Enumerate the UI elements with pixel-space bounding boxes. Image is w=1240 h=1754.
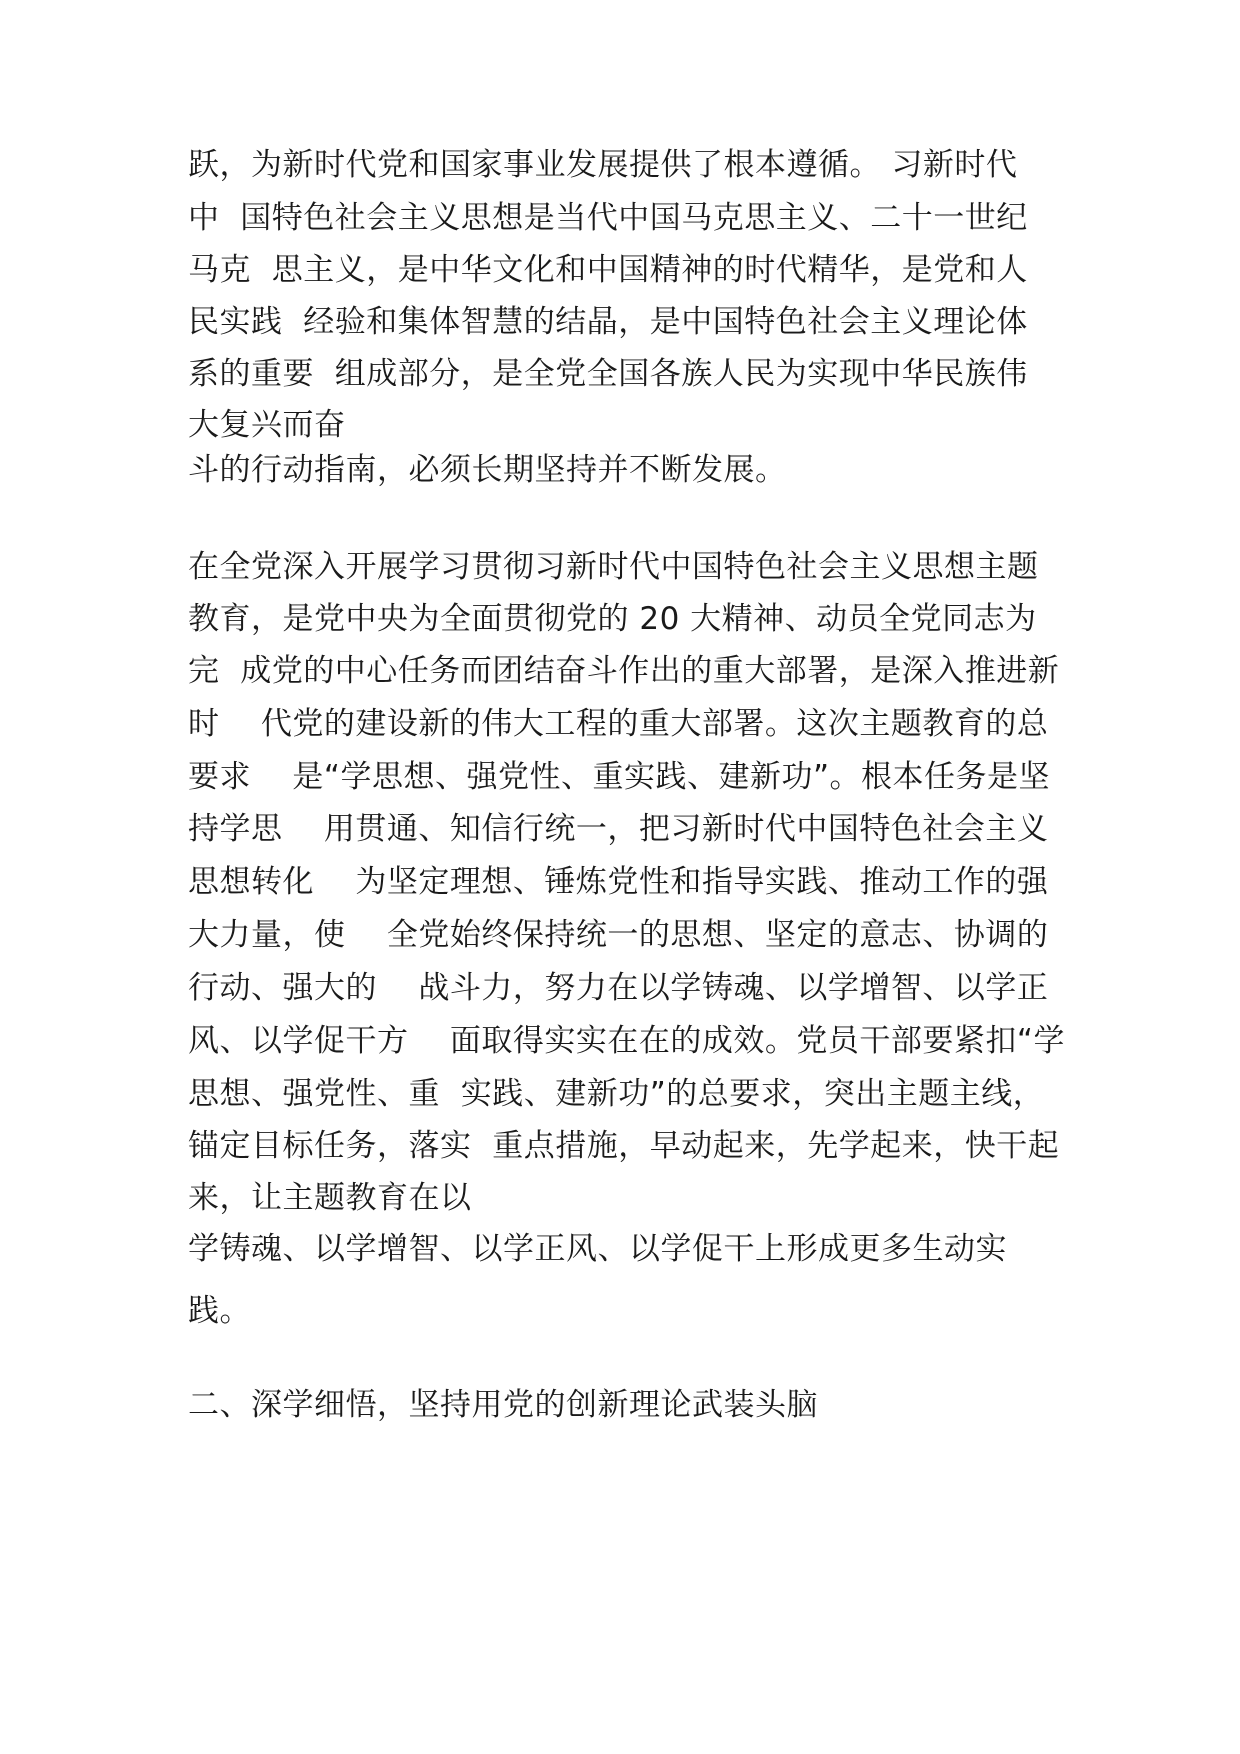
text-line: 中 国特色社会主义思想是当代中国马克思主义、二十一世纪 bbox=[188, 200, 1028, 236]
text-line: 锚定目标任务，落实 重点措施，早动起来，先学起来，快干起 bbox=[188, 1128, 1060, 1164]
text-line: 完 成党的中心任务而团结奋斗作出的重大部署，是深入推进新 bbox=[188, 653, 1060, 689]
text-line: 大复兴而奋 bbox=[188, 407, 346, 443]
text-line: 民实践 经验和集体智慧的结晶，是中国特色社会主义理论体 bbox=[188, 304, 1028, 340]
text-line: 大力量，使 全党始终保持统一的思想、坚定的意志、协调的 bbox=[188, 917, 1049, 953]
text-line: 要求 是“学思想、强党性、重实践、建新功”。根本任务是坚 bbox=[188, 759, 1051, 795]
text-line: 践。 bbox=[188, 1293, 251, 1329]
text-line: 来，让主题教育在以 bbox=[188, 1180, 472, 1216]
text-line: 斗的行动指南，必须长期坚持并不断发展。 bbox=[188, 452, 787, 488]
text-line: 风、以学促干方 面取得实实在在的成效。党员干部要紧扣“学 bbox=[188, 1023, 1065, 1059]
text-line: 在全党深入开展学习贯彻习新时代中国特色社会主义思想主题 bbox=[188, 549, 1039, 585]
text-line: 思想转化 为坚定理想、锤炼党性和指导实践、推动工作的强 bbox=[188, 864, 1049, 900]
text-line: 跃，为新时代党和国家事业发展提供了根本遵循。 习新时代 bbox=[188, 147, 1018, 183]
section-heading: 二、深学细悟，坚持用党的创新理论武装头脑 bbox=[188, 1387, 818, 1423]
text-line: 行动、强大的 战斗力，努力在以学铸魂、以学增智、以学正 bbox=[188, 970, 1049, 1006]
text-line: 思想、强党性、重 实践、建新功”的总要求，突出主题主线， bbox=[188, 1076, 1045, 1112]
text-line: 马克 思主义，是中华文化和中国精神的时代精华，是党和人 bbox=[188, 252, 1028, 288]
text-line: 时 代党的建设新的伟大工程的重大部署。这次主题教育的总 bbox=[188, 706, 1049, 742]
text-line: 教育，是党中央为全面贯彻党的 20 大精神、动员全党同志为 bbox=[188, 601, 1037, 637]
text-line: 持学思 用贯通、知信行统一，把习新时代中国特色社会主义 bbox=[188, 811, 1049, 847]
text-line: 学铸魂、以学增智、以学正风、以学促干上形成更多生动实 bbox=[188, 1231, 1007, 1267]
text-line: 系的重要 组成部分，是全党全国各族人民为实现中华民族伟 bbox=[188, 356, 1028, 392]
